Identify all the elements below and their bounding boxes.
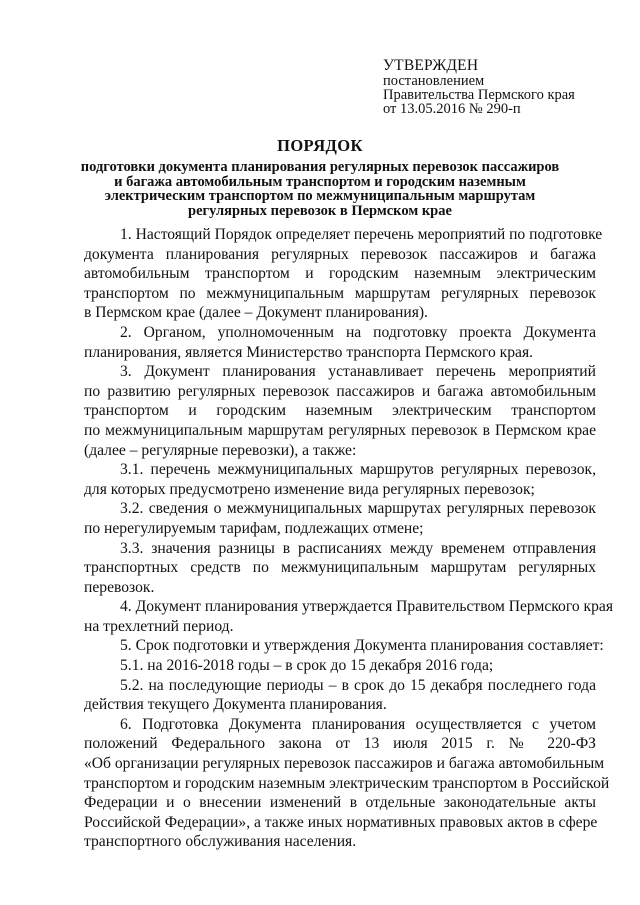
paragraph-line: 3.2. сведения о межмуниципальных маршрутах регулярных перевозок (120, 500, 596, 518)
paragraph-line: транспортом и городским наземным электрическим транспортом (84, 402, 596, 420)
paragraph-line: 6. Подготовка Документа планирования осуществляется с учетом (120, 715, 596, 733)
paragraph-line: Российской Федерации», а также иных нормативных правовых актов в сфере (84, 813, 598, 831)
paragraph-line: положений Федерального закона от 13 июля 2015 г. № 220-ФЗ (84, 735, 596, 753)
paragraph-line: по нерегулируемым тарифам, подлежащих отмене; (84, 519, 424, 537)
paragraph-line: 3.1. перечень межмуниципальных маршрутов регулярных перевозок, (120, 461, 596, 479)
paragraph-line: в Пермском крае (далее – Документ планирования). (84, 304, 428, 322)
paragraph-line: транспортного обслуживания населения. (84, 833, 357, 851)
approval-stamp (383, 57, 575, 116)
paragraph-line: 3.3. значения разницы в расписаниях между временем отправления (120, 539, 596, 557)
subtitle-line: электрическим транспортом по межмуниципальным маршрутам (104, 188, 536, 204)
paragraph-line: 2. Органом, уполномоченным на подготовку проекта Документа (120, 323, 596, 341)
paragraph-line: перевозок. (84, 578, 155, 596)
paragraph-line: автомобильным транспортом и городским наземным электрическим (84, 265, 596, 283)
paragraph-line: планирования, является Министерство транспорта Пермского края. (84, 343, 534, 361)
paragraph-line: транспортом и городским наземным электрическим транспортом в Российской (84, 774, 610, 792)
paragraph-line: документа планирования регулярных перевозок пассажиров и багажа (84, 245, 596, 263)
paragraph-line: действия текущего Документа планирования. (84, 696, 387, 714)
paragraph-line: 5. Срок подготовки и утверждения Документа планирования составляет: (120, 637, 604, 655)
paragraph-line: транспортом по межмуниципальным маршрутам регулярных перевозок (84, 284, 596, 302)
approval-line: постановлением (383, 73, 485, 89)
paragraph-line: Федерации и о внесении изменений в отдельные законодательные акты (84, 794, 596, 812)
approval-title: УТВЕРЖДЕН (383, 57, 479, 74)
paragraph-line: «Об организации регулярных перевозок пассажиров и багажа автомобильным (84, 755, 605, 773)
paragraph-line: 5.1. на 2016-2018 годы – в срок до 15 декабря 2016 года; (120, 657, 494, 675)
paragraph-line: 4. Документ планирования утверждается Правительством Пермского края (120, 598, 613, 616)
paragraph-line: на трехлетний период. (84, 617, 234, 635)
approval-line: от 13.05.2016 № 290-п (383, 101, 521, 117)
subtitle-line: и багажа автомобильным транспортом и городским наземным (114, 173, 526, 190)
paragraph-line: 1. Настоящий Порядок определяет перечень мероприятий по подготовке (120, 226, 603, 243)
approval-line: Правительства Пермского края (383, 87, 575, 103)
paragraph-line: 3. Документ планирования устанавливает перечень мероприятий (120, 363, 596, 381)
paragraph-line: для которых предусмотрено изменение вида регулярных перевозок; (84, 480, 535, 498)
paragraph-line: по развитию регулярных перевозок пассажиров и багажа автомобильным (84, 382, 596, 400)
paragraph-line: (далее – регулярные перевозки), а также: (84, 441, 357, 459)
subtitle-line: подготовки документа планирования регулярных перевозок пассажиров (80, 159, 560, 175)
paragraph-line: по межмуниципальным маршрутам регулярных перевозок в Пермском крае (84, 421, 596, 439)
paragraph-line: 5.2. на последующие периоды – в срок до 15 декабря последнего года (120, 676, 596, 694)
document-title: ПОРЯДОК (277, 136, 363, 155)
paragraph-line: транспортных средств по межмуниципальным маршрутам регулярных (84, 559, 596, 577)
document-subtitle (60, 160, 580, 218)
document-body (84, 225, 613, 852)
subtitle-line: регулярных перевозок в Пермском крае (188, 202, 452, 219)
